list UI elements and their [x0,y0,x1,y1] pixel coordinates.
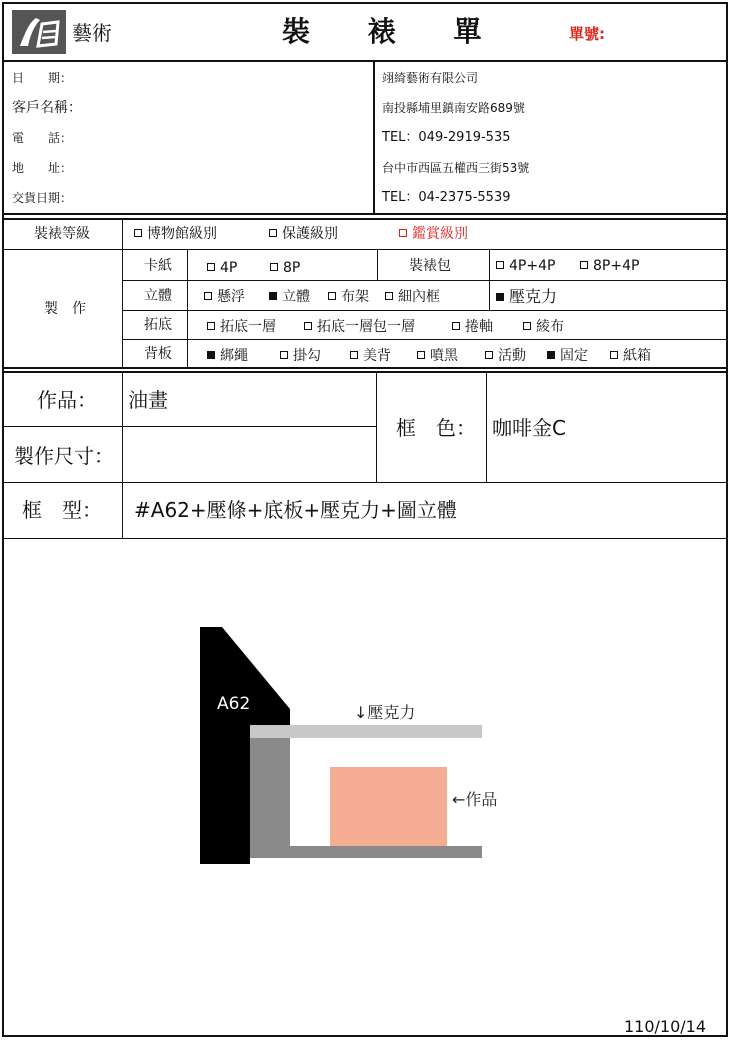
logo [12,10,66,54]
divider [122,339,726,340]
mount-option-3d[interactable]: 立體 [269,289,310,306]
checkbox-icon [204,292,212,300]
rubbing-label: 拓底 [144,317,172,333]
checkbox-icon [496,261,504,269]
mount-option-cloth-stretcher[interactable]: 布架 [328,289,369,306]
checkbox-icon [385,292,393,300]
rubbing-option-single[interactable]: 拓底一層 [207,319,276,336]
company-tel-1: TEL：049-2919-535 [382,130,511,145]
address-label: 地 址： [12,161,73,175]
mount-label: 立體 [144,288,172,304]
size-label: 製作尺寸： [14,444,114,468]
customer-name-label: 客戶名稱： [12,100,82,116]
checkbox-icon [328,292,336,300]
divider [377,250,378,280]
frame-cross-section-diagram [200,624,498,866]
divider [4,371,726,373]
checkbox-checked-icon [496,293,504,301]
title-char: 單 [453,15,482,48]
backing-option-string[interactable]: 綁繩 [207,348,248,365]
rubbing-option-single-wrap[interactable]: 拓底一層包一層 [304,319,415,336]
divider [4,249,726,250]
divider [122,310,726,311]
checkbox-checked-icon [269,292,277,300]
company-tel-2: TEL：04-2375-5539 [382,190,511,205]
artwork-value: 油畫 [128,388,168,412]
checkbox-icon [452,322,460,330]
frame-color-value: 咖啡金C [492,416,566,440]
title-char: 裝 [282,15,311,48]
order-number-label: 單號: [569,25,605,43]
checkbox-icon [485,351,493,359]
checkbox-icon [399,229,407,237]
backing-option-finished-back[interactable]: 美背 [350,348,391,365]
grade-option-protection[interactable]: 保護級別 [269,226,338,243]
checkbox-icon [523,322,531,330]
divider [4,538,726,539]
divider [4,60,726,62]
backing-option-carton[interactable]: 紙箱 [610,348,651,365]
grade-option-museum[interactable]: 博物館級別 [134,226,217,243]
checkbox-icon [280,351,288,359]
backing-option-black-spray[interactable]: 噴黑 [417,348,458,365]
rubbing-option-scroll[interactable]: 捲軸 [452,319,493,336]
delivery-date-label: 交貨日期： [12,191,73,205]
checkbox-icon [580,261,588,269]
artwork-block [330,767,447,846]
logo-text: 藝術 [72,21,112,45]
wrap-option-8p4p[interactable]: 8P+4P [580,258,639,275]
backing-option-movable[interactable]: 活動 [485,348,526,365]
divider [4,367,726,369]
rubbing-option-silk[interactable]: 綾布 [523,319,564,336]
frame-color-label: 框 色： [396,416,476,440]
acrylic-label: ↓壓克力 [354,703,416,722]
checkbox-icon [417,351,425,359]
backing-option-fixed[interactable]: 固定 [547,348,588,365]
grade-label: 裝裱等級 [34,226,90,242]
production-label: 製 作 [44,301,86,317]
checkbox-icon [207,322,215,330]
divider [4,218,726,220]
logo-mark-icon [12,10,66,54]
divider [373,61,375,213]
wrap-label: 裝裱包 [409,258,451,274]
divider [376,372,377,482]
artwork-label: 作品： [37,388,97,412]
checkbox-icon [207,263,215,271]
mat-option-8p[interactable]: 8P [270,260,300,277]
frame-type-value: #A62+壓條+底板+壓克力+圖立體 [134,498,457,522]
checkbox-icon [269,229,277,237]
divider [122,220,123,368]
phone-label: 電 話： [12,131,73,145]
divider [122,372,123,538]
date-label: 日 期： [12,71,73,85]
checkbox-checked-icon [207,351,215,359]
divider [4,426,376,427]
backing-option-hook[interactable]: 掛勾 [280,348,321,365]
mat-label: 卡紙 [144,258,172,274]
mounting-order-form [2,2,728,1037]
wrap-option-4p4p[interactable]: 4P+4P [496,258,555,275]
company-address-2: 台中市西區五權西三街53號 [382,161,530,175]
frame-code-label: A62 [217,694,251,714]
company-address-1: 南投縣埔里鎮南安路689號 [382,101,525,115]
mount-option-thin-inner-frame[interactable]: 細內框 [385,289,440,306]
divider [486,372,487,482]
divider [187,250,188,368]
backing-label: 背板 [144,346,172,362]
mat-option-4p[interactable]: 4P [207,260,237,277]
checkbox-icon [270,263,278,271]
divider [4,482,726,483]
checkbox-icon [610,351,618,359]
divider [4,213,726,215]
checkbox-icon [304,322,312,330]
checkbox-icon [350,351,358,359]
divider [122,280,726,281]
grade-option-appreciation[interactable]: 鑑賞級別 [399,226,468,243]
checkbox-icon [134,229,142,237]
checkbox-checked-icon [547,351,555,359]
frame-type-label: 框 型： [22,498,102,522]
mount-option-float[interactable]: 懸浮 [204,289,245,306]
company-name: 翊綺藝術有限公司 [382,71,479,85]
form-title [282,16,482,48]
mount-option-acrylic[interactable]: 壓克力 [496,287,557,306]
artwork-pointer-label: ←作品 [452,790,498,809]
backing-board [250,846,482,858]
support-post [250,738,290,848]
acrylic-sheet [250,725,482,738]
title-char: 裱 [367,15,396,48]
form-date: 110/10/14 [624,1017,707,1036]
